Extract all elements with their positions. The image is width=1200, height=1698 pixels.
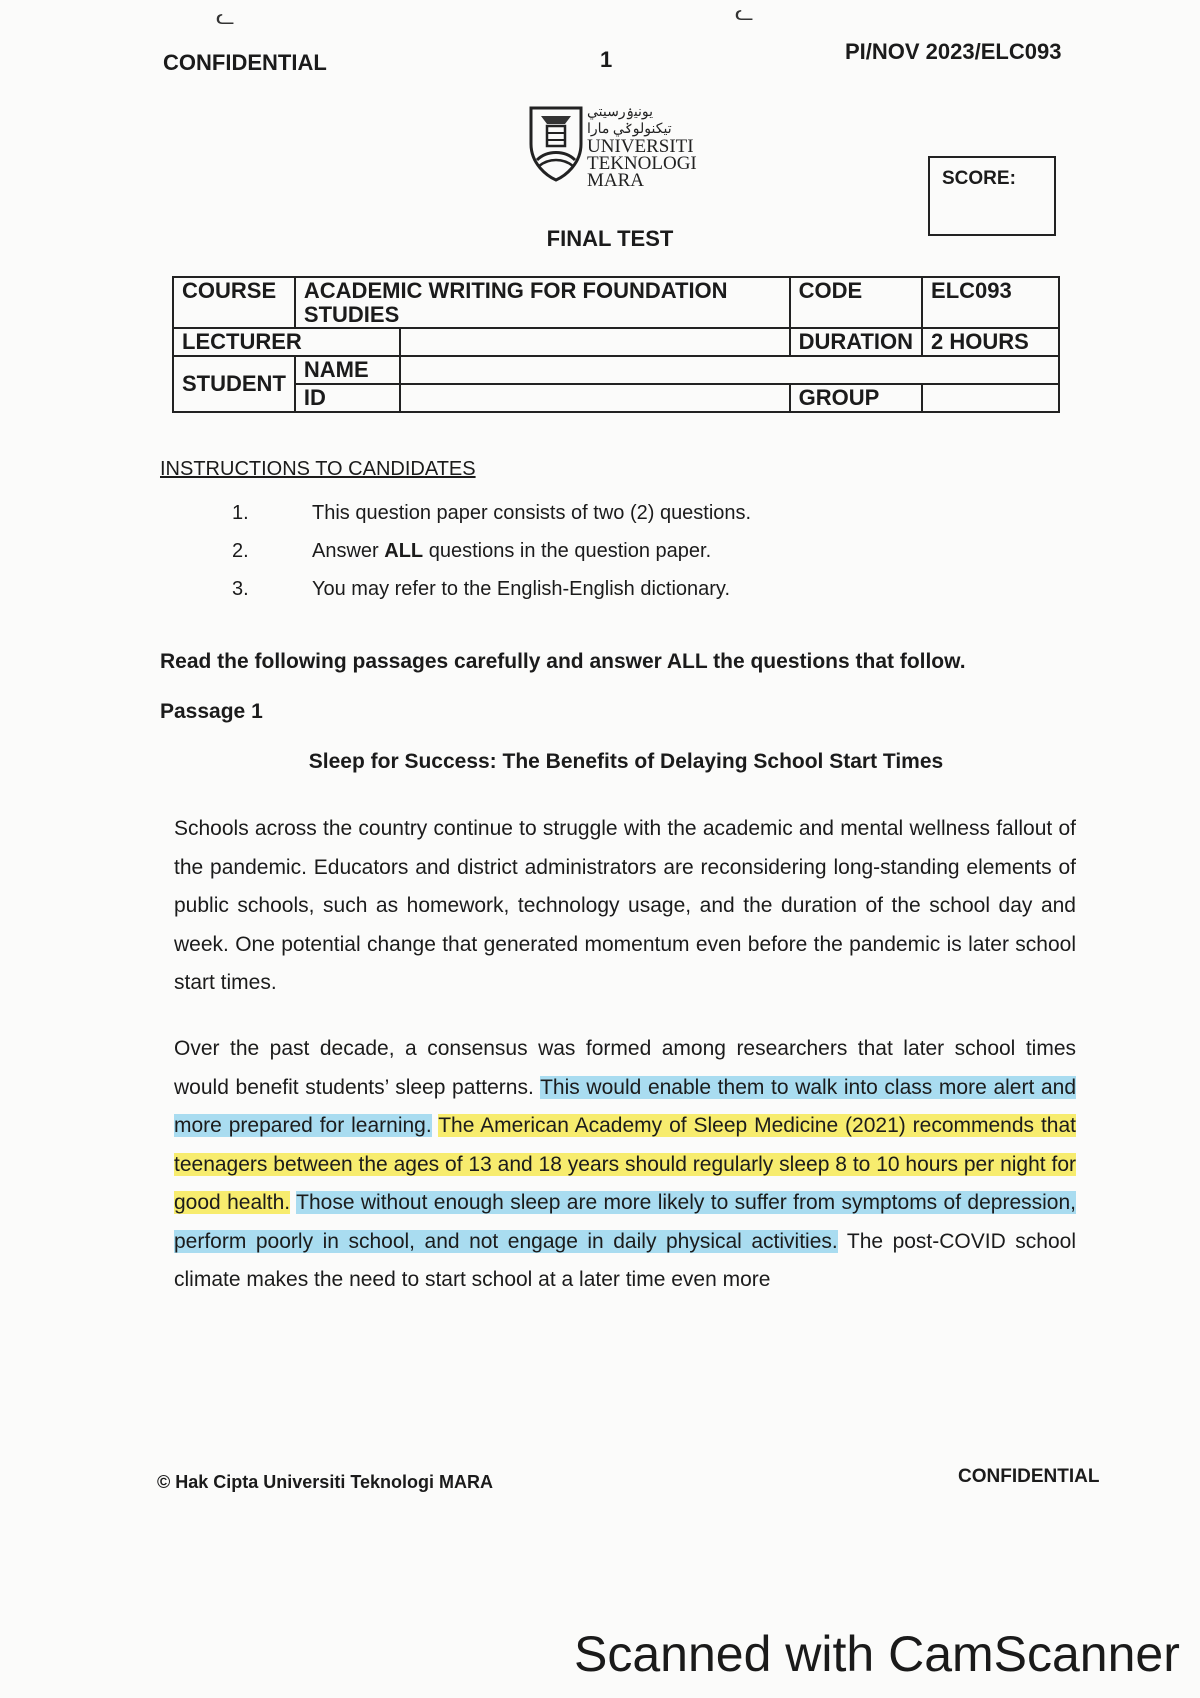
highlight-blue: Those without enough sleep are more likely to suffer from symptoms of depression, perform poorly in school, and not engage in daily physical activities.	[174, 1191, 1076, 1253]
logo-line1: UNIVERSITI	[587, 136, 694, 157]
name-label: NAME	[295, 356, 400, 384]
id-field[interactable]	[400, 384, 789, 412]
logo-line2: TEKNOLOGI	[587, 153, 697, 174]
passage-title: Sleep for Success: The Benefits of Delaying School Start Times	[308, 750, 944, 773]
lecturer-field[interactable]	[400, 328, 789, 356]
code-value: ELC093	[922, 277, 1059, 328]
scanner-watermark: Scanned with CamScanner	[574, 1626, 1180, 1682]
footer-confidential: CONFIDENTIAL	[958, 1466, 1100, 1487]
header-course-ref: PI/NOV 2023/ELC093	[845, 39, 1062, 64]
header-confidential: CONFIDENTIAL	[163, 50, 327, 75]
sentence: The post-COVID school climate makes the need to start school at a later time even more	[174, 1229, 1076, 1291]
course-value: ACADEMIC WRITING FOR FOUNDATION STUDIES	[295, 277, 790, 328]
highlight-blue: This would enable them to walk into class more alert and more prepared for learning.	[174, 1075, 1076, 1137]
instruction-text: This question paper consists of two (2) questions.	[312, 502, 752, 524]
instruction-text: questions in the question paper.	[423, 540, 712, 562]
copyright-footer: © Hak Cipta Universiti Teknologi MARA	[157, 1472, 493, 1492]
sentence: Over the past decade, a consensus was formed among researchers that later school times would benefit students’ sleep patterns.	[174, 1037, 1076, 1099]
instructions-title: INSTRUCTIONS TO CANDIDATES	[160, 458, 476, 480]
pen-mark: ᓚ	[735, 0, 754, 25]
duration-value: 2 HOURS	[922, 328, 1059, 356]
instruction-number: 2.	[232, 540, 249, 562]
instruction-text: Answer	[312, 540, 385, 562]
logo-line3: MARA	[587, 170, 645, 191]
instruction-item	[232, 540, 711, 563]
test-title: FINAL TEST	[546, 226, 674, 251]
instruction-number: 3.	[232, 578, 249, 600]
course-label: COURSE	[173, 277, 295, 328]
crest-icon	[525, 104, 587, 182]
highlight-yellow: The American Academy of Sleep Medicine (2021) recommends that teenagers between the ages of 13 and 18 years should regularly sleep 8 to 10 hours per night for good health.	[174, 1114, 1076, 1214]
instruction-item	[232, 578, 730, 601]
id-label: ID	[295, 384, 400, 412]
group-field[interactable]	[922, 384, 1059, 412]
instruction-text: You may refer to the English-English dictionary.	[312, 578, 730, 600]
score-label: SCORE:	[942, 168, 1016, 189]
score-box[interactable]	[928, 156, 1056, 236]
university-logo	[525, 104, 705, 191]
pen-mark: ᓚ	[216, 4, 235, 29]
instruction-emphasis: ALL	[384, 540, 424, 562]
logo-jawi-text: ﻳﻮﻧﻴۏرسيتي تيكنولوݢي مارا	[587, 105, 672, 137]
passage-label: Passage 1	[160, 700, 263, 723]
student-label: STUDENT	[173, 356, 295, 412]
lecturer-label: LECTURER	[173, 328, 400, 356]
passage-paragraph-1: Schools across the country continue to struggle with the academic and mental wellness fallout of the pandemic. Educators and district administrators are reconsidering long-standing elements of public schools, such as homework, technology usage, and the duration of the school day and week. One potential change that generated momentum even before the pandemic is later school start times.	[174, 817, 1076, 994]
lead-in: Read the following passages carefully and answer ALL the questions that follow.	[160, 650, 966, 673]
duration-label: DURATION	[790, 328, 922, 356]
code-label: CODE	[790, 277, 922, 328]
instruction-item	[232, 502, 751, 525]
course-info-table	[172, 276, 1060, 413]
page-number: 1	[600, 47, 613, 72]
group-label: GROUP	[790, 384, 922, 412]
instruction-number: 1.	[232, 502, 249, 524]
name-field[interactable]	[400, 356, 1059, 384]
passage-paragraph-2	[174, 1030, 1076, 1300]
